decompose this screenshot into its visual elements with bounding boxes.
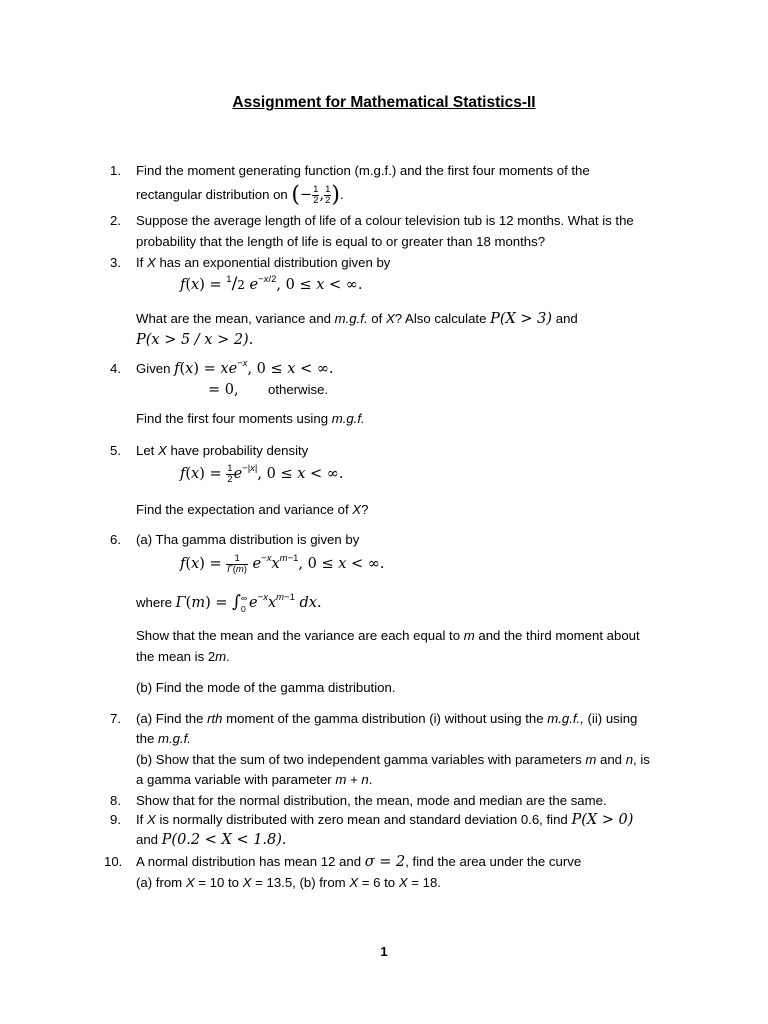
q2-line1: Suppose the average length of life of a colour television tub is 12 months. What is the xyxy=(136,213,634,228)
q8-number: 8. xyxy=(110,793,121,808)
q6-line6: (b) Find the mode of the gamma distribution. xyxy=(136,680,396,695)
q3-number: 3. xyxy=(110,255,121,270)
q6-line1: (a) Tha gamma distribution is given by xyxy=(136,532,360,547)
q5-line1: Let X have probability density xyxy=(136,443,309,458)
q9-line1: If X is normally distributed with zero mean and standard deviation 0.6, find P(X > 0) xyxy=(136,812,634,828)
q6-line5: the mean is 2m. xyxy=(136,649,230,664)
q5-formula: f(x) = $\frac{1}{2}$ $e^{-|x|}$, 0 ≤ x < ∞. xyxy=(180,463,344,486)
q4-line2-eq: = 0, xyxy=(208,382,239,398)
q7-line4: a gamma variable with parameter m + n. xyxy=(136,772,373,787)
q8-line1: Show that for the normal distribution, the mean, mode and median are the same. xyxy=(136,793,607,808)
q3-line4: P(x > 5 / x > 2). xyxy=(136,332,254,348)
q10-number: 10. xyxy=(104,854,123,869)
q5-number: 5. xyxy=(110,443,121,458)
q1-line2: rectangular distribution on (− $\frac{1}{2}$ , $\frac{1}{2}$ ). xyxy=(136,182,344,208)
q6-formula: f(x) = $\frac{1}{\Gamma(m)}$ $e^{-x}x^{m-1}$, 0 ≤ x < ∞. xyxy=(180,553,385,576)
q10-line1: A normal distribution has mean 12 and σ = 2, find the area under the curve xyxy=(136,854,582,870)
q6-where: where Γ(m) = ∫ ∞ 0 $e^{-x}x^{m-1}$ dx. xyxy=(136,592,322,614)
q4-line3: Find the first four moments using m.g.f. xyxy=(136,411,365,426)
q2-number: 2. xyxy=(110,213,121,228)
q4-line2-text: otherwise. xyxy=(268,382,329,397)
q1-frac-a: $\frac{1}{2}$ xyxy=(313,184,319,207)
q9-number: 9. xyxy=(110,812,121,827)
q5-line3: Find the expectation and variance of X? xyxy=(136,502,369,517)
q7-line1: (a) Find the rth moment of the gamma distribution (i) without using the m.g.f., (ii) using xyxy=(136,711,638,726)
q4-line1: Given $f(x) = xe^{-x}$, 0 ≤ x < ∞. xyxy=(136,358,334,377)
q1-number: 1. xyxy=(110,163,121,178)
q9-line2: and P(0.2 < X < 1.8). xyxy=(136,832,287,848)
q3-line1: If X has an exponential distribution given by xyxy=(136,255,391,270)
q7-line2: the m.g.f. xyxy=(136,731,191,746)
q7-number: 7. xyxy=(110,711,121,726)
document-title: Assignment for Mathematical Statistics-II xyxy=(232,94,536,111)
q6-number: 6. xyxy=(110,532,121,547)
q7-line3: (b) Show that the sum of two independent gamma variables with parameters m and n, is xyxy=(136,752,650,767)
q1-frac-b: $\frac{1}{2}$ xyxy=(325,184,331,207)
q10-line2: (a) from X = 10 to X = 13.5, (b) from X = 6 to X = 18. xyxy=(136,875,441,890)
q3-formula: f(x) = $^1$/2 $e^{-x/2}$, 0 ≤ x < ∞. xyxy=(180,274,363,294)
q6-line4: Show that the mean and the variance are each equal to m and the third moment about xyxy=(136,628,640,643)
q4-number: 4. xyxy=(110,361,121,376)
q3-line3: What are the mean, variance and m.g.f. of X? Also calculate P(X > 3) and xyxy=(136,311,578,327)
q2-line2: probability that the length of life is equal to or greater than 18 months? xyxy=(136,234,546,249)
q1-line1: Find the moment generating function (m.g.f.) and the first four moments of the xyxy=(136,163,590,178)
page-number: 1 xyxy=(380,944,388,959)
